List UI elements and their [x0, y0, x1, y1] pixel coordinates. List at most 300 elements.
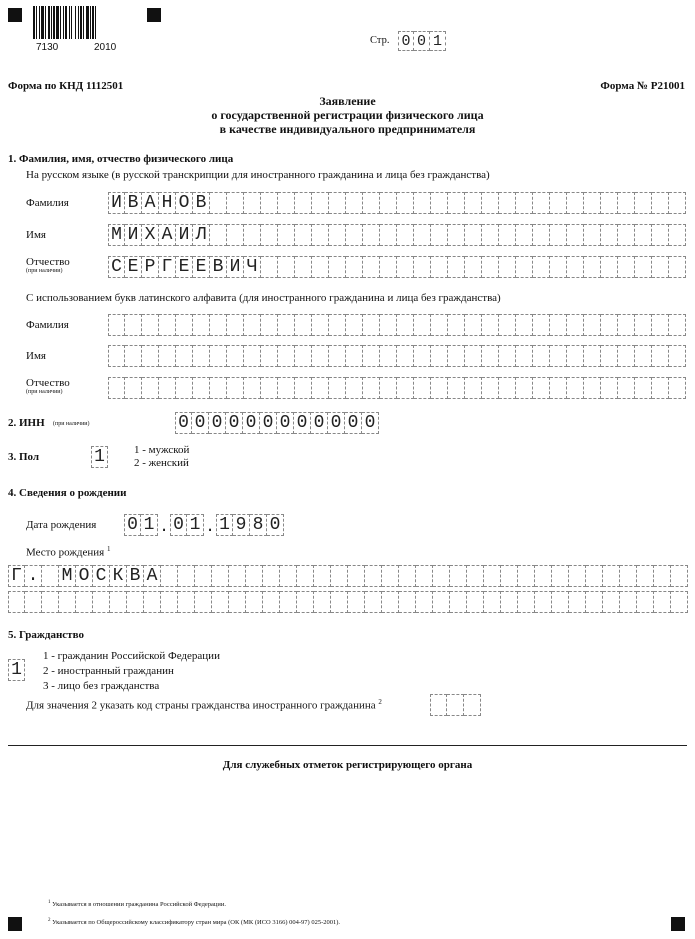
char-cell[interactable] — [363, 224, 380, 246]
char-cell[interactable]: 0 — [311, 412, 328, 434]
char-cell[interactable] — [654, 565, 671, 587]
char-cell[interactable] — [433, 591, 450, 613]
char-cell[interactable] — [229, 591, 246, 613]
char-cell[interactable]: 0 — [175, 412, 192, 434]
char-cell[interactable] — [516, 345, 533, 367]
char-cell[interactable] — [465, 377, 482, 399]
char-cell[interactable] — [295, 314, 312, 336]
char-cell[interactable] — [312, 314, 329, 336]
char-cell[interactable] — [669, 192, 686, 214]
char-cell[interactable] — [414, 224, 431, 246]
char-cell[interactable] — [450, 591, 467, 613]
char-cell[interactable] — [399, 591, 416, 613]
char-cell[interactable] — [447, 694, 464, 716]
char-cell[interactable] — [261, 345, 278, 367]
char-cell[interactable]: 0 — [277, 412, 294, 434]
char-cell[interactable] — [42, 565, 59, 587]
char-cell[interactable] — [397, 224, 414, 246]
name-field[interactable] — [108, 224, 686, 246]
char-cell[interactable] — [448, 345, 465, 367]
char-cell[interactable] — [142, 314, 159, 336]
char-cell[interactable] — [295, 377, 312, 399]
char-cell[interactable] — [584, 256, 601, 278]
char-cell[interactable] — [669, 314, 686, 336]
inn-field[interactable] — [175, 412, 379, 434]
char-cell[interactable] — [618, 314, 635, 336]
char-cell[interactable] — [637, 591, 654, 613]
char-cell[interactable] — [601, 345, 618, 367]
char-cell[interactable] — [261, 192, 278, 214]
char-cell[interactable] — [210, 377, 227, 399]
char-cell[interactable] — [635, 377, 652, 399]
char-cell[interactable] — [431, 377, 448, 399]
char-cell[interactable] — [465, 314, 482, 336]
char-cell[interactable] — [159, 377, 176, 399]
char-cell[interactable] — [669, 377, 686, 399]
char-cell[interactable] — [482, 377, 499, 399]
char-cell[interactable] — [518, 565, 535, 587]
char-cell[interactable]: А — [142, 192, 159, 214]
char-cell[interactable] — [278, 192, 295, 214]
char-cell[interactable] — [652, 224, 669, 246]
char-cell[interactable] — [142, 377, 159, 399]
char-cell[interactable] — [363, 345, 380, 367]
char-cell[interactable] — [210, 224, 227, 246]
char-cell[interactable] — [671, 591, 688, 613]
date-cell[interactable]: 1 — [216, 514, 233, 536]
char-cell[interactable]: Е — [193, 256, 210, 278]
char-cell[interactable] — [533, 256, 550, 278]
char-cell[interactable] — [416, 565, 433, 587]
char-cell[interactable] — [59, 591, 76, 613]
char-cell[interactable] — [329, 314, 346, 336]
char-cell[interactable] — [348, 565, 365, 587]
char-cell[interactable] — [501, 565, 518, 587]
char-cell[interactable] — [569, 591, 586, 613]
char-cell[interactable]: 0 — [260, 412, 277, 434]
char-cell[interactable]: В — [210, 256, 227, 278]
char-cell[interactable] — [518, 591, 535, 613]
char-cell[interactable] — [584, 314, 601, 336]
char-cell[interactable] — [584, 192, 601, 214]
char-cell[interactable] — [244, 377, 261, 399]
char-cell[interactable] — [108, 377, 125, 399]
char-cell[interactable]: М — [108, 224, 125, 246]
char-cell[interactable]: Г — [159, 256, 176, 278]
char-cell[interactable] — [552, 591, 569, 613]
char-cell[interactable] — [227, 345, 244, 367]
char-cell[interactable] — [331, 591, 348, 613]
char-cell[interactable] — [261, 224, 278, 246]
char-cell[interactable] — [584, 345, 601, 367]
char-cell[interactable] — [533, 314, 550, 336]
char-cell[interactable] — [448, 192, 465, 214]
char-cell[interactable] — [263, 565, 280, 587]
char-cell[interactable] — [363, 256, 380, 278]
char-cell[interactable]: В — [193, 192, 210, 214]
char-cell[interactable]: 0 — [209, 412, 226, 434]
char-cell[interactable] — [314, 591, 331, 613]
char-cell[interactable] — [635, 256, 652, 278]
char-cell[interactable] — [567, 256, 584, 278]
char-cell[interactable] — [193, 377, 210, 399]
char-cell[interactable] — [110, 591, 127, 613]
char-cell[interactable]: С — [108, 256, 125, 278]
char-cell[interactable] — [212, 591, 229, 613]
char-cell[interactable] — [246, 591, 263, 613]
char-cell[interactable] — [142, 345, 159, 367]
char-cell[interactable] — [620, 591, 637, 613]
char-cell[interactable] — [76, 591, 93, 613]
char-cell[interactable] — [365, 591, 382, 613]
char-cell[interactable] — [550, 314, 567, 336]
char-cell[interactable] — [482, 256, 499, 278]
char-cell[interactable] — [295, 192, 312, 214]
char-cell[interactable] — [346, 224, 363, 246]
char-cell[interactable] — [433, 565, 450, 587]
char-cell[interactable] — [567, 192, 584, 214]
char-cell[interactable] — [346, 256, 363, 278]
char-cell[interactable] — [329, 345, 346, 367]
char-cell[interactable] — [618, 377, 635, 399]
char-cell[interactable] — [363, 192, 380, 214]
surname-field[interactable] — [108, 192, 686, 214]
char-cell[interactable]: Г — [8, 565, 25, 587]
char-cell[interactable] — [193, 314, 210, 336]
char-cell[interactable] — [533, 224, 550, 246]
char-cell[interactable]: В — [127, 565, 144, 587]
char-cell[interactable] — [178, 565, 195, 587]
char-cell[interactable] — [533, 345, 550, 367]
char-cell[interactable] — [195, 565, 212, 587]
char-cell[interactable]: И — [227, 256, 244, 278]
char-cell[interactable]: Ч — [244, 256, 261, 278]
char-cell[interactable] — [414, 314, 431, 336]
char-cell[interactable] — [652, 345, 669, 367]
char-cell[interactable] — [329, 224, 346, 246]
char-cell[interactable] — [329, 192, 346, 214]
char-cell[interactable] — [176, 314, 193, 336]
char-cell[interactable] — [448, 224, 465, 246]
char-cell[interactable] — [346, 377, 363, 399]
char-cell[interactable] — [159, 345, 176, 367]
char-cell[interactable] — [263, 591, 280, 613]
char-cell[interactable] — [380, 377, 397, 399]
char-cell[interactable] — [278, 377, 295, 399]
birth-date-field[interactable] — [124, 514, 284, 536]
char-cell[interactable] — [448, 256, 465, 278]
char-cell[interactable] — [280, 591, 297, 613]
char-cell[interactable] — [586, 591, 603, 613]
char-cell[interactable] — [414, 345, 431, 367]
char-cell[interactable] — [176, 377, 193, 399]
char-cell[interactable] — [448, 377, 465, 399]
char-cell[interactable] — [533, 377, 550, 399]
char-cell[interactable] — [93, 591, 110, 613]
date-cell[interactable]: 0 — [267, 514, 284, 536]
char-cell[interactable] — [669, 256, 686, 278]
char-cell[interactable] — [176, 345, 193, 367]
char-cell[interactable] — [482, 224, 499, 246]
char-cell[interactable] — [620, 565, 637, 587]
char-cell[interactable] — [550, 192, 567, 214]
char-cell[interactable] — [567, 345, 584, 367]
char-cell[interactable] — [331, 565, 348, 587]
char-cell[interactable] — [399, 565, 416, 587]
char-cell[interactable] — [533, 192, 550, 214]
char-cell[interactable]: Е — [125, 256, 142, 278]
char-cell[interactable] — [431, 192, 448, 214]
char-cell[interactable]: 0 — [226, 412, 243, 434]
char-cell[interactable] — [380, 314, 397, 336]
char-cell[interactable]: С — [93, 565, 110, 587]
char-cell[interactable] — [567, 314, 584, 336]
char-cell[interactable] — [244, 224, 261, 246]
char-cell[interactable] — [278, 314, 295, 336]
char-cell[interactable] — [431, 314, 448, 336]
date-cell[interactable]: 0 — [124, 514, 141, 536]
char-cell[interactable] — [329, 256, 346, 278]
char-cell[interactable] — [516, 192, 533, 214]
char-cell[interactable] — [499, 224, 516, 246]
char-cell[interactable]: 0 — [362, 412, 379, 434]
char-cell[interactable] — [397, 192, 414, 214]
char-cell[interactable] — [246, 565, 263, 587]
birth-place-line-1[interactable] — [8, 565, 688, 587]
char-cell[interactable] — [601, 256, 618, 278]
char-cell[interactable] — [278, 256, 295, 278]
char-cell[interactable] — [314, 565, 331, 587]
char-cell[interactable] — [329, 377, 346, 399]
char-cell[interactable] — [499, 345, 516, 367]
char-cell[interactable] — [127, 591, 144, 613]
char-cell[interactable] — [108, 314, 125, 336]
char-cell[interactable]: В — [125, 192, 142, 214]
char-cell[interactable] — [550, 377, 567, 399]
char-cell[interactable] — [178, 591, 195, 613]
char-cell[interactable] — [261, 314, 278, 336]
char-cell[interactable] — [363, 314, 380, 336]
latin-surname-field[interactable] — [108, 314, 686, 336]
char-cell[interactable] — [550, 256, 567, 278]
date-cell[interactable]: 9 — [233, 514, 250, 536]
char-cell[interactable] — [652, 314, 669, 336]
char-cell[interactable] — [193, 345, 210, 367]
char-cell[interactable] — [346, 192, 363, 214]
char-cell[interactable]: А — [159, 224, 176, 246]
char-cell[interactable]: И — [176, 224, 193, 246]
char-cell[interactable] — [380, 256, 397, 278]
char-cell[interactable] — [278, 224, 295, 246]
char-cell[interactable] — [346, 345, 363, 367]
char-cell[interactable] — [618, 224, 635, 246]
char-cell[interactable]: . — [25, 565, 42, 587]
birth-place-line-2[interactable] — [8, 591, 688, 613]
char-cell[interactable] — [382, 565, 399, 587]
char-cell[interactable] — [516, 224, 533, 246]
char-cell[interactable]: О — [76, 565, 93, 587]
char-cell[interactable]: 0 — [243, 412, 260, 434]
date-cell[interactable]: 8 — [250, 514, 267, 536]
char-cell[interactable] — [397, 345, 414, 367]
char-cell[interactable] — [161, 591, 178, 613]
char-cell[interactable] — [618, 192, 635, 214]
char-cell[interactable] — [499, 377, 516, 399]
char-cell[interactable] — [637, 565, 654, 587]
char-cell[interactable] — [482, 314, 499, 336]
char-cell[interactable] — [552, 565, 569, 587]
patronymic-field[interactable] — [108, 256, 686, 278]
char-cell[interactable] — [295, 256, 312, 278]
char-cell[interactable] — [144, 591, 161, 613]
char-cell[interactable] — [669, 224, 686, 246]
char-cell[interactable] — [397, 377, 414, 399]
char-cell[interactable]: Х — [142, 224, 159, 246]
char-cell[interactable] — [261, 377, 278, 399]
char-cell[interactable] — [467, 591, 484, 613]
char-cell[interactable] — [467, 565, 484, 587]
char-cell[interactable] — [295, 224, 312, 246]
char-cell[interactable] — [397, 256, 414, 278]
char-cell[interactable]: К — [110, 565, 127, 587]
char-cell[interactable] — [297, 565, 314, 587]
char-cell[interactable]: Л — [193, 224, 210, 246]
char-cell[interactable] — [516, 377, 533, 399]
char-cell[interactable] — [618, 256, 635, 278]
char-cell[interactable] — [414, 256, 431, 278]
char-cell[interactable] — [8, 591, 25, 613]
char-cell[interactable] — [125, 314, 142, 336]
char-cell[interactable] — [601, 192, 618, 214]
char-cell[interactable]: И — [125, 224, 142, 246]
char-cell[interactable] — [499, 314, 516, 336]
gender-field[interactable] — [91, 446, 108, 468]
char-cell[interactable] — [431, 256, 448, 278]
char-cell[interactable] — [465, 256, 482, 278]
char-cell[interactable] — [261, 256, 278, 278]
char-cell[interactable] — [601, 224, 618, 246]
char-cell[interactable] — [601, 377, 618, 399]
latin-name-field[interactable] — [108, 345, 686, 367]
char-cell[interactable] — [363, 377, 380, 399]
char-cell[interactable] — [312, 377, 329, 399]
char-cell[interactable] — [669, 345, 686, 367]
char-cell[interactable] — [516, 256, 533, 278]
char-cell[interactable] — [448, 314, 465, 336]
char-cell[interactable] — [465, 224, 482, 246]
char-cell[interactable] — [227, 314, 244, 336]
char-cell[interactable] — [484, 591, 501, 613]
char-cell[interactable]: 0 — [294, 412, 311, 434]
char-cell[interactable] — [635, 345, 652, 367]
char-cell[interactable] — [159, 314, 176, 336]
char-cell[interactable]: И — [108, 192, 125, 214]
char-cell[interactable] — [229, 565, 246, 587]
char-cell[interactable] — [414, 192, 431, 214]
char-cell[interactable]: 0 — [345, 412, 362, 434]
citizenship-field[interactable] — [8, 659, 25, 681]
gender-cell[interactable]: 1 — [91, 446, 108, 468]
latin-patronymic-field[interactable] — [108, 377, 686, 399]
char-cell[interactable] — [516, 314, 533, 336]
char-cell[interactable] — [464, 694, 481, 716]
char-cell[interactable] — [380, 192, 397, 214]
char-cell[interactable] — [601, 314, 618, 336]
char-cell[interactable] — [212, 565, 229, 587]
char-cell[interactable] — [227, 192, 244, 214]
char-cell[interactable] — [535, 591, 552, 613]
char-cell[interactable] — [450, 565, 467, 587]
char-cell[interactable] — [499, 192, 516, 214]
char-cell[interactable] — [550, 224, 567, 246]
char-cell[interactable] — [108, 345, 125, 367]
char-cell[interactable] — [125, 377, 142, 399]
char-cell[interactable] — [210, 314, 227, 336]
char-cell[interactable] — [671, 565, 688, 587]
char-cell[interactable] — [414, 377, 431, 399]
char-cell[interactable] — [603, 591, 620, 613]
char-cell[interactable] — [244, 345, 261, 367]
char-cell[interactable] — [652, 377, 669, 399]
char-cell[interactable] — [550, 345, 567, 367]
char-cell[interactable] — [416, 591, 433, 613]
char-cell[interactable] — [567, 224, 584, 246]
char-cell[interactable] — [635, 314, 652, 336]
char-cell[interactable] — [603, 565, 620, 587]
char-cell[interactable] — [569, 565, 586, 587]
char-cell[interactable] — [380, 224, 397, 246]
char-cell[interactable] — [654, 591, 671, 613]
char-cell[interactable]: М — [59, 565, 76, 587]
country-code-field[interactable] — [430, 694, 481, 716]
char-cell[interactable] — [312, 256, 329, 278]
char-cell[interactable] — [195, 591, 212, 613]
char-cell[interactable] — [210, 345, 227, 367]
char-cell[interactable] — [42, 591, 59, 613]
char-cell[interactable] — [244, 314, 261, 336]
char-cell[interactable] — [586, 565, 603, 587]
char-cell[interactable] — [25, 591, 42, 613]
char-cell[interactable] — [295, 345, 312, 367]
char-cell[interactable] — [227, 377, 244, 399]
char-cell[interactable] — [380, 345, 397, 367]
char-cell[interactable]: 0 — [328, 412, 345, 434]
char-cell[interactable] — [431, 224, 448, 246]
char-cell[interactable] — [635, 224, 652, 246]
char-cell[interactable]: 0 — [192, 412, 209, 434]
char-cell[interactable] — [297, 591, 314, 613]
char-cell[interactable] — [618, 345, 635, 367]
char-cell[interactable] — [161, 565, 178, 587]
char-cell[interactable] — [652, 256, 669, 278]
char-cell[interactable] — [465, 192, 482, 214]
char-cell[interactable] — [348, 591, 365, 613]
char-cell[interactable] — [465, 345, 482, 367]
char-cell[interactable] — [244, 192, 261, 214]
char-cell[interactable] — [482, 192, 499, 214]
char-cell[interactable] — [312, 192, 329, 214]
char-cell[interactable] — [280, 565, 297, 587]
char-cell[interactable] — [567, 377, 584, 399]
char-cell[interactable] — [312, 345, 329, 367]
char-cell[interactable] — [431, 345, 448, 367]
char-cell[interactable] — [535, 565, 552, 587]
char-cell[interactable]: Р — [142, 256, 159, 278]
char-cell[interactable] — [365, 565, 382, 587]
date-cell[interactable]: 0 — [170, 514, 187, 536]
char-cell[interactable] — [484, 565, 501, 587]
char-cell[interactable] — [346, 314, 363, 336]
